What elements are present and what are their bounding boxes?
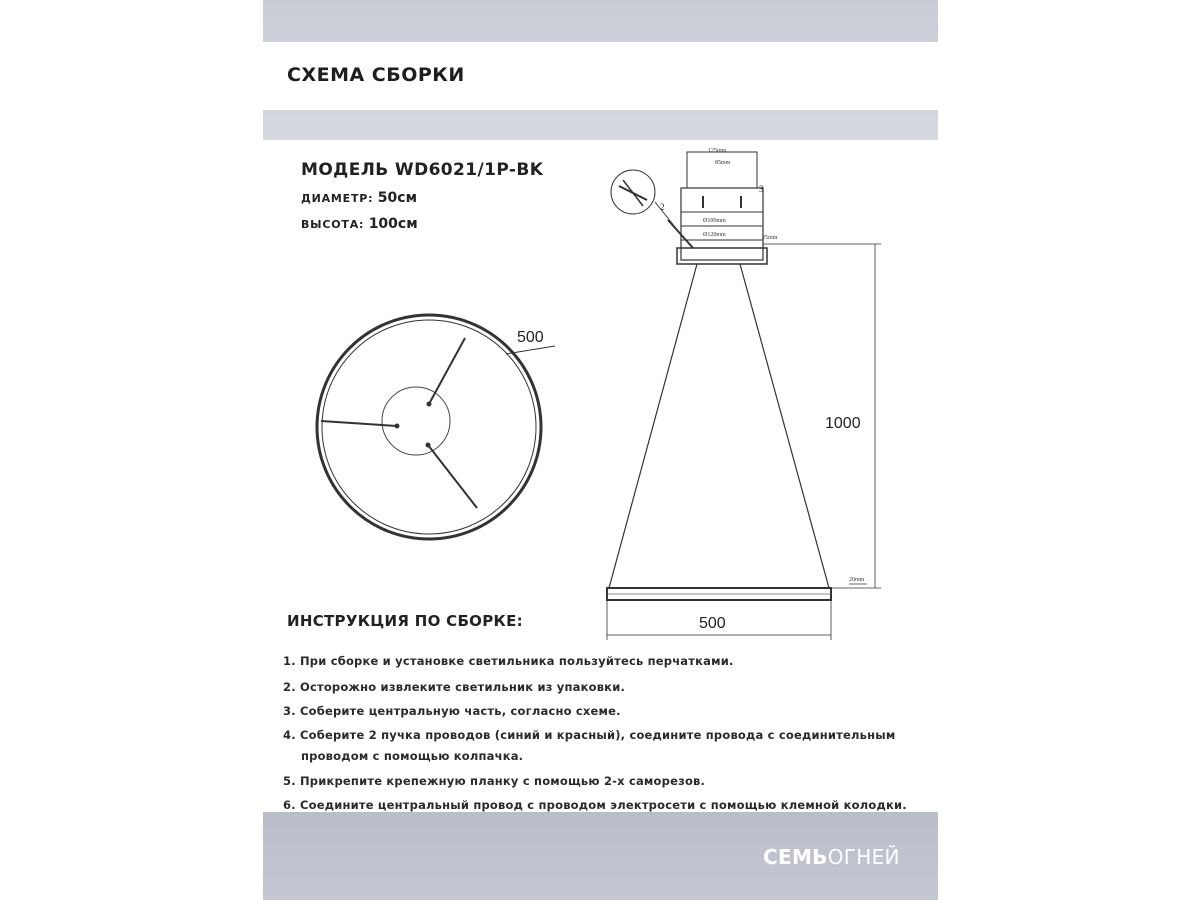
cable-left [609,264,697,588]
callout-3: 3 [759,184,764,194]
wire-2 [623,180,643,206]
brand-light: ОГНЕЙ [827,845,900,869]
instruction-sheet [263,0,938,900]
spoke-top [429,338,465,404]
canopy-label-2: 85mm [715,160,731,166]
brand-logo [763,845,900,869]
callout-2: 2 [660,202,665,212]
canopy-top-box [687,152,757,188]
step-4-continued: проводом с помощью колпачка. [301,749,524,763]
hub-dot-2 [395,424,400,429]
title-box [263,42,938,110]
ring-width-label: 500 [699,615,726,632]
canopy-label-4: Ø120mm [703,232,726,238]
canopy-label-1: 125mm [708,148,727,154]
spoke-bottom [428,445,477,508]
top-dim-label: 25mm [762,235,778,241]
height-value: 100см [368,216,418,232]
step-5: 5. Прикрепите крепежную планку с помощью 2-х саморезов. [283,774,706,788]
model-name: МОДЕЛЬ WD6021/1P-BK [301,160,544,180]
canopy-label-3: Ø100mm [703,218,726,224]
canopy-base [677,248,767,264]
step-3: 3. Соберите центральную часть, согласно схеме. [283,704,621,718]
step-4: 4. Соберите 2 пучка проводов (синий и красный), соедините провода с соединительным [283,728,896,742]
footer-band [263,812,938,900]
ring-outer [317,315,541,539]
ring-inner [322,320,536,534]
brand-bold: СЕМЬ [763,845,828,869]
step-6: 6. Соедините центральный провод с проводом электросети с помощью клемной колодки. [283,798,907,812]
canopy-detail [611,148,767,264]
assembly-diagram [263,140,938,640]
page-title: СХЕМА СБОРКИ [287,64,465,86]
hub-dot-3 [426,443,431,448]
hub-circle [382,387,450,455]
diameter-value: 50см [377,190,418,206]
spoke-left [321,421,397,426]
hub-dot-1 [427,402,432,407]
instructions-heading: ИНСТРУКЦИЯ ПО СБОРКЕ: [287,612,523,630]
diameter-leader [506,346,555,354]
canopy-body [681,188,763,260]
top-view [317,315,555,539]
diameter-label: ДИАМЕТР: [301,192,374,205]
bottom-dim-label: 20mm [849,577,865,583]
height-dim-label: 1000 [825,415,861,432]
step-2: 2. Осторожно извлеките светильник из упаковки. [283,680,626,694]
header-band [263,0,938,140]
height-label: ВЫСОТА: [301,218,365,231]
ring-diameter-label: 500 [517,329,544,346]
cable-right [740,264,829,588]
step-1: 1. При сборке и установке светильника пользуйтесь перчатками. [283,654,734,668]
